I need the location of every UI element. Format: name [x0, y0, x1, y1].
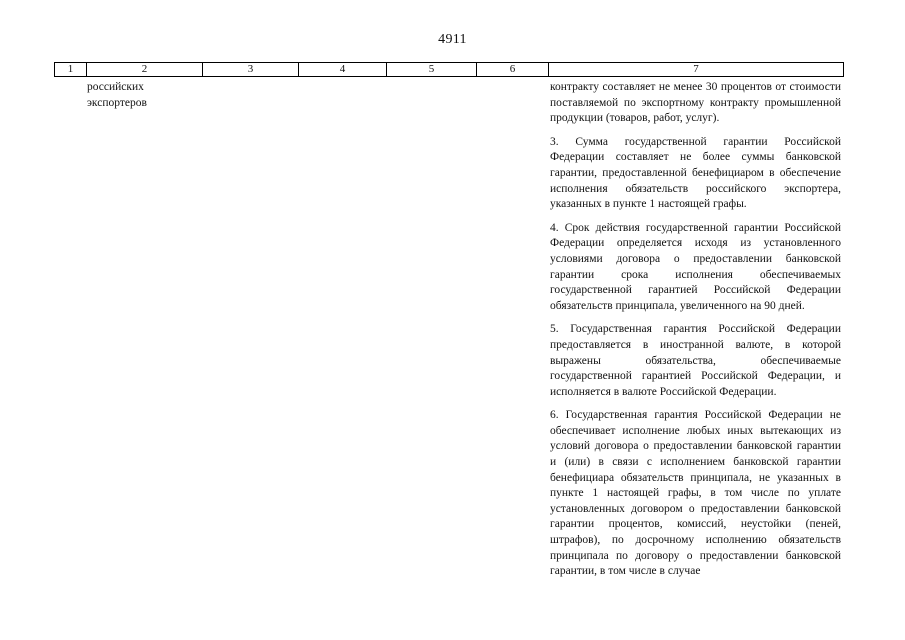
- header-cell-col7: 7: [693, 63, 699, 75]
- header-cell-col5: 5: [387, 63, 477, 76]
- header-cell-col1: 1: [55, 63, 87, 76]
- header-cell-col4: 4: [299, 63, 387, 76]
- table-header-row: [54, 62, 844, 77]
- column-7-paragraph: 5. Государственная гарантия Российской Федерации предоставляется в иностранной валюте, в которой выражены обязательства, обеспечиваемые государственной гарантией Российской Федерации, и исполняется в валюте Российской Федерации.: [550, 323, 841, 398]
- column-7-paragraph: 4. Срок действия государственной гарантии Российской Федерации определяется исходя из установленного условиями договора о предоставлении банковской гарантии срока исполнения обеспечиваемых государственной гарантией Российской Федерации обязательств принципала, увеличенного на 90 дней.: [550, 221, 841, 312]
- page-number: 4911: [438, 32, 467, 47]
- column-7-paragraph: 6. Государственная гарантия Российской Федерации не обеспечивает исполнение любых иных вытекающих из условий договора о предоставлении банковской гарантии и (или) в связи с исполнением банковской гарантии бенефициара обязательств принципала, не указанных в пункте 1 настоящей графы, в том числе по уплате установленных договором о предоставлении банковской гарантии процентов, комиссий, неустойки (пеней, штрафов), по досрочному исполнению обязательств принципала по договору о предоставлении банковской гарантии, в том числе в случае: [550, 409, 841, 578]
- header-cell-col2: 2: [87, 63, 203, 76]
- column-2-text: российских экспортеров: [87, 81, 147, 109]
- column-7-paragraph: 3. Сумма государственной гарантии Российской Федерации составляет не более суммы банковской гарантии, предоставленной бенефициаром в обеспечение исполнения обязательств российского экспортера, указанных в пункте 1 настоящей графы.: [550, 135, 841, 211]
- column-7-paragraph: контракту составляет не менее 30 процентов от стоимости поставляемой по экспортному контракту промышленной продукции (товаров, работ, услуг).: [550, 81, 841, 125]
- column-7-text: [550, 80, 841, 588]
- header-cell-col6: 6: [477, 63, 549, 76]
- header-cell-col3: 3: [203, 63, 299, 76]
